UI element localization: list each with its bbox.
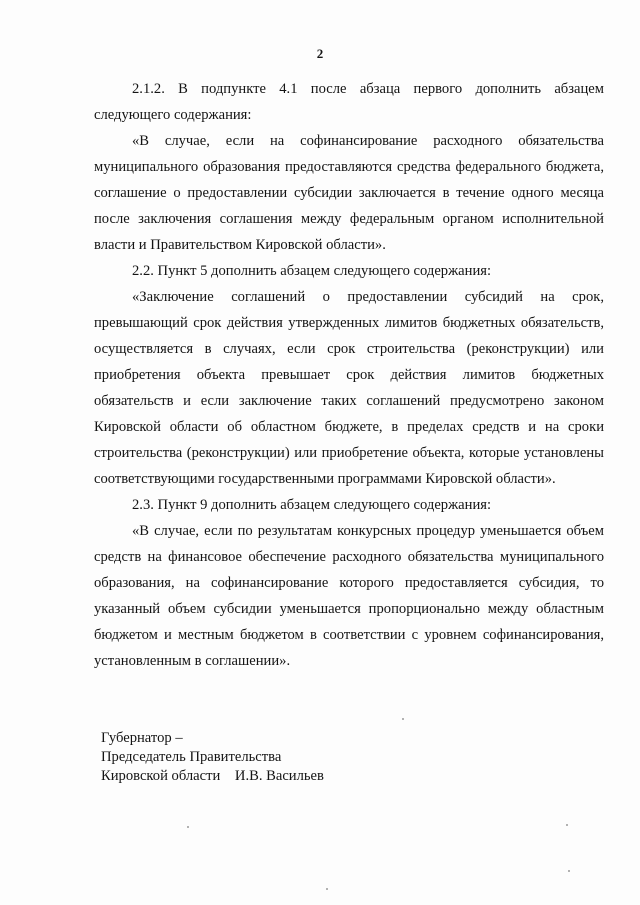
page-number: 2 — [316, 46, 324, 61]
signature-title: Губернатор – — [101, 730, 183, 746]
paragraph-quote-2: «Заключение соглашений о предоставлении субсидий на срок, превышающий срок действия утвержденных лимитов бюджетных обязательств, осуществляется в случаях, если срок строительства (реконструкции) или приобретения объекта превышает срок действия лимитов бюджетных обязательств и если заключение таких соглашений предусмотрено законом Кировской области об областном бюджете, в пределах средств и на сроки строительства (реконструкции) или приобретение объекта, которые установлены соответствующими государственными программами Кировской области». — [94, 289, 604, 487]
scan-speck — [187, 826, 189, 828]
signature-position: Председатель Правительства — [101, 749, 282, 765]
scan-speck — [402, 718, 404, 720]
scan-speck — [568, 870, 570, 872]
signature-name: Кировской области И.В. Васильев — [101, 768, 324, 784]
signature-block — [101, 729, 324, 786]
document-body — [94, 76, 604, 674]
scan-speck — [326, 888, 328, 890]
paragraph-2-1-2: 2.1.2. В подпункте 4.1 после абзаца первого дополнить абзацем следующего содержания: — [94, 81, 604, 123]
paragraph-quote-1: «В случае, если на софинансирование расходного обязательства муниципального образования предоставляются средства федерального бюджета, соглашение о предоставлении субсидии заключается в течение одного месяца после заключения соглашения между федеральным органом исполнительной власти и Правительством Кировской области». — [94, 133, 604, 253]
scan-speck — [566, 824, 568, 826]
paragraph-quote-3: «В случае, если по результатам конкурсных процедур уменьшается объем средств на финансовое обеспечение расходного обязательства муниципального образования, на софинансирование которого предоставляется субсидия, то указанный объем субсидии уменьшается пропорционально между областным бюджетом и местным бюджетом в соответствии с уровнем софинансирования, установленным в соглашении». — [94, 523, 604, 669]
paragraph-2-2: 2.2. Пункт 5 дополнить абзацем следующего содержания: — [132, 263, 492, 279]
paragraph-2-3: 2.3. Пункт 9 дополнить абзацем следующего содержания: — [132, 497, 492, 513]
